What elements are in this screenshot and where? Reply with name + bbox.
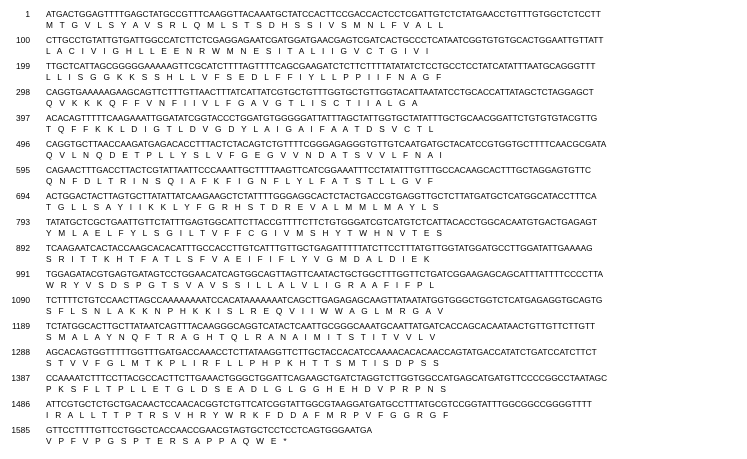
position-number: 1090 bbox=[11, 295, 30, 305]
nucleotide-line: TCAAGAATCACTACCAAGCACACATTTGCCACCTTGTCATTTGTTGCTGAGATTTTTATCTTCCTTTATGTTGGTATGGATGCCTTGGATATTGAAAAG bbox=[46, 243, 593, 253]
amino-acid-line: Q V K K K Q F F V N F I I V L F G A V G T L I S C T I I A L G A bbox=[46, 98, 418, 108]
sequence-block bbox=[0, 425, 747, 458]
position-number: 793 bbox=[16, 217, 30, 227]
amino-acid-line: W R Y V S D S P G T S V A V S S I L L A L V L I G R A A F I F P L bbox=[46, 280, 434, 290]
nucleotide-line: CAGGTGCTTAACCAAGATGAGACACCTTTACTCTACAGTCTGTTTTCGGGAGAGGGTGTTGTCAATGATGCTACATCCGTGGTGCTTTTCAACGCGATA bbox=[46, 139, 607, 149]
amino-acid-line: P K S F L T P L L E T G L D S E A D L G L G G H E H D V P R P N S bbox=[46, 384, 446, 394]
position-number: 595 bbox=[16, 165, 30, 175]
nucleotide-line: ATTCGTGCTCTGCTGACAACTCCAACACGGTCTGTTCATCGGTATTGGCGTAAGGATGATGCCTTTATGCGTCCGGTATTTGGCGGCCGGGGTTTT bbox=[46, 399, 592, 409]
nucleotide-line: TTGCTCATTAGCGGGGGAAAAAGTTCGCATCTTTTAGTTTTCAGCGAAGATCTCTTCTTTTATATATCTCCTGCCTCCTATCATATTTAATGCAGGGTTT bbox=[46, 61, 596, 71]
amino-acid-line: S R I T T K H T F A T L S F V A E I F I F L Y V G M D A L D I E K bbox=[46, 254, 430, 264]
position-number: 991 bbox=[16, 269, 30, 279]
amino-acid-line: I R A L L T T P T R S V H R Y W R K F D D A F M R P V F G G R G F bbox=[46, 410, 449, 420]
nucleotide-line: TCTTTTCTGTCCAACTTAGCCAAAAAAAATCCACATAAAAAAATCAGCTTGAGAGAGCAAGTTATAATATGGTGGGCTGGTCTCATGAGAGGTGCAGTG bbox=[46, 295, 603, 305]
position-number: 496 bbox=[16, 139, 30, 149]
nucleotide-line: ATGACTGGAGTTTTGAGCTATGCCGTTTCAAGGTTACAAATGCTATCCACTTCCGACCACTCCTCGATTGTCTCTATGAACCTGTTTGTGGCTCTCCTT bbox=[46, 9, 601, 19]
nucleotide-line: ACACAGTTTTTCAAGAAATTGGATATCGGTACCCTGGATGTGGGGGATTATTTAGCTATTGGTGCTATATTTGCTGCAACGGATTCTGTGTGTACGTTG bbox=[46, 113, 598, 123]
nucleotide-line: TATATGCTCGCTGAATTGTTCTATTTGAGTGGCATTCTTACCGTTTTCTTCTGTGGGATCGTCATGTCTCATTACACCTGGCACAATGTGACTGAGAGT bbox=[46, 217, 597, 227]
amino-acid-line: Y M L A E L F Y L S G I L T V F F C G I V M S H Y T W H N V T E S bbox=[46, 228, 442, 238]
nucleotide-line: AGCACAGTGGTTTTTGGTTTGATGACCAAACCTCTTATAAGGTTCTTGCTACCACATCCAAAACACACAACCAGTATGACCATATCTGATCCATCTTCT bbox=[46, 347, 597, 357]
amino-acid-line: T G L L S A Y I I K K L Y F G R H S T D R E V A L M M L M A Y L S bbox=[46, 202, 439, 212]
amino-acid-line: T Q F F K K L D I G T L D V G D Y L A I G A I F A A T D S V C T L bbox=[46, 124, 434, 134]
position-number: 397 bbox=[16, 113, 30, 123]
nucleotide-line: CTTGCCTGTATTGTGATTGGCCATCTTCTCGAGGAGAATCGATGGATGAACGAGTCGATCACTGCCCTCATAATCGGTGTGTGCACTGGAATTGTTATT bbox=[46, 35, 604, 45]
position-number: 1 bbox=[25, 9, 30, 19]
amino-acid-line: M T G V L S Y A V S R L Q M L S T S D H S S I V S M N L F V A L L bbox=[46, 20, 444, 30]
position-number: 694 bbox=[16, 191, 30, 201]
position-number: 1585 bbox=[11, 425, 30, 435]
nucleotide-line: CAGGTGAAAAAGAAGCAGTTCTTTGTTAACTTTATCATTATCGTGCTGTTTGGTGCTGTTGGTACATTAATATCCTGCACCATTATAGCTCTAGGAGCT bbox=[46, 87, 594, 97]
position-number: 1288 bbox=[11, 347, 30, 357]
nucleotide-line: TCTATGGCACTTGCTTATAATCAGTTTACAAGGGCAGGTCATACTCAATTGCGGGCAAATGCAATTATGATCACCAGCACAATAACTGTTGTTCTTGTT bbox=[46, 321, 596, 331]
position-number: 1486 bbox=[11, 399, 30, 409]
position-number: 100 bbox=[16, 35, 30, 45]
nucleotide-line: ACTGGACTACTTAGTGCTTATATTATCAAGAAGCTCTATTTTGGGAGGCACTCTACTGACCGTGAGGTTGCTCTTATGATGCTCATGGCATACCTTTCA bbox=[46, 191, 597, 201]
nucleotide-line: CCAAAATCTTTCCTTACGCCACTTCTTGAAACTGGGCTGGATTCAGAAGCTGATCTAGGTCTTGGTGGCCATGAGCATGATGTTCCCCGGCCTAATAGC bbox=[46, 373, 608, 383]
position-number: 298 bbox=[16, 87, 30, 97]
nucleotide-line: GTTCCTTTTGTTCCTGGCTCACCAACCGAACGTAGTGCTCCTCCTCAGTGGGAATGA bbox=[46, 425, 373, 435]
amino-acid-line: L L I S G G K K S S H L L V F S E D L F F I Y L L P P I I F N A G F bbox=[46, 72, 442, 82]
position-number: 199 bbox=[16, 61, 30, 71]
amino-acid-line: L A C I V I G H L L E E N R W M N E S I T A L I I G V C T G I V I bbox=[46, 46, 429, 56]
position-number: 1387 bbox=[11, 373, 30, 383]
position-number: 892 bbox=[16, 243, 30, 253]
amino-acid-line: Q V L N Q D E T P L L Y S L V F G E G V V N D A T S V V L F N A I bbox=[46, 150, 442, 160]
amino-acid-line: S M A L A Y N Q F T R A G H T Q L R A N A I M I T S T I T V V L V bbox=[46, 332, 436, 342]
nucleotide-line: CAGAACTTTGACCTTACTCGTATTAATTCCCAAATTGCTTTTAAGTTCATCGGAAATTTCCTATATTTGTTTGCCACAAGCACTTTGCTAGGAGTGTTC bbox=[46, 165, 591, 175]
amino-acid-line: V P F V P G S P T E R S A P P A Q W E * bbox=[46, 436, 287, 446]
position-number: 1189 bbox=[11, 321, 30, 331]
amino-acid-line: S T V V F G L M T K P L I R F L L P H P K H T T S M T I S D P S S bbox=[46, 358, 439, 368]
nucleotide-line: TGGAGATACGTGAGTGATAGTCCTGGAACATCAGTGGCAGTTAGTTCAATACTGCTGGCTTTGGTTCTGATCGGAAGAGCAGCATTTATTTTCCCCTTA bbox=[46, 269, 604, 279]
amino-acid-line: Q N F D L T R I N S Q I A F K F I G N F L Y L F A T S T L L G V F bbox=[46, 176, 433, 186]
amino-acid-line: S F L S N L A K K N P H K K I S L R E Q V I I W W A G L M R G A V bbox=[46, 306, 443, 316]
